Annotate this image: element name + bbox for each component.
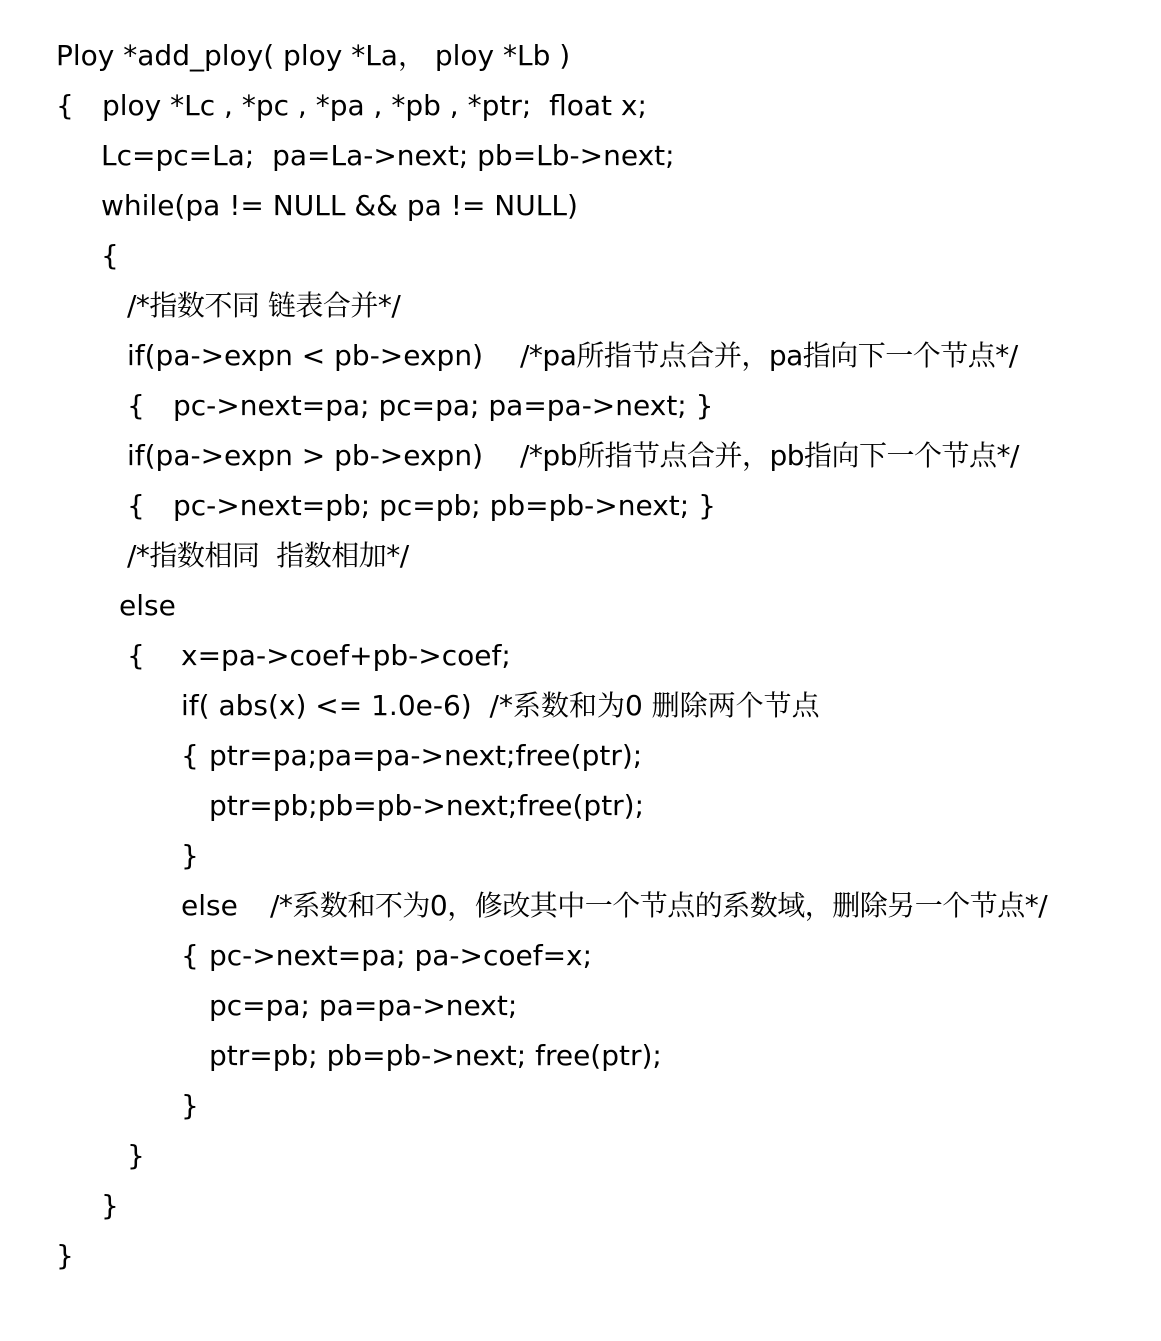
code-comment: /*指数相同 指数相加*/ bbox=[127, 539, 409, 572]
code-line bbox=[101, 189, 578, 223]
code-line bbox=[119, 589, 176, 623]
code-text: pc->next=pa; pc=pa; pa=pa->next; } bbox=[173, 389, 714, 422]
code-line bbox=[181, 739, 643, 773]
code-comment: /*pa所指节点合并，pa指向下一个节点*/ bbox=[520, 339, 1018, 372]
code-line bbox=[127, 289, 401, 323]
open-brace: { bbox=[181, 739, 199, 772]
code-text: ptr=pa;pa=pa->next;free(ptr); bbox=[209, 739, 643, 772]
open-brace: { bbox=[127, 489, 145, 522]
code-text: x=pa->coef+pb->coef; bbox=[181, 639, 511, 672]
code-text: ploy *Lc , *pc , *pa , *pb , *ptr; float x; bbox=[102, 89, 647, 122]
code-line bbox=[127, 389, 714, 423]
code-line bbox=[101, 1189, 137, 1223]
close-brace: } bbox=[127, 1139, 145, 1172]
code-line bbox=[127, 639, 511, 673]
open-brace: { bbox=[181, 939, 199, 972]
code-text: if(pa->expn < pb->expn) bbox=[127, 339, 484, 372]
code-line bbox=[56, 89, 647, 123]
code-text: if( abs(x) <= 1.0e-6) /*系数和为0 删除两个节点 bbox=[181, 689, 820, 722]
code-text: Lc=pc=La; pa=La->next; pb=Lb->next; bbox=[101, 139, 675, 172]
code-text: Ploy *add_ploy( ploy *La， ploy *Lb ) bbox=[56, 39, 571, 72]
code-line bbox=[127, 1139, 163, 1173]
close-brace: } bbox=[101, 1189, 119, 1222]
code-text: ptr=pb;pb=pb->next;free(ptr); bbox=[209, 789, 645, 822]
code-line bbox=[101, 239, 137, 273]
code-text: else bbox=[119, 589, 176, 622]
code-text: ptr=pb; pb=pb->next; free(ptr); bbox=[209, 1039, 662, 1072]
code-text: else bbox=[181, 889, 238, 922]
close-brace: } bbox=[181, 839, 199, 872]
open-brace: { bbox=[56, 89, 74, 122]
code-line bbox=[127, 439, 1019, 473]
code-line bbox=[181, 939, 593, 973]
code-line bbox=[181, 839, 217, 873]
code-line bbox=[127, 539, 409, 573]
code-line bbox=[127, 339, 1018, 373]
code-text: pc->next=pb; pc=pb; pb=pb->next; } bbox=[173, 489, 716, 522]
open-brace: { bbox=[127, 639, 145, 672]
code-line bbox=[56, 39, 571, 73]
code-line bbox=[209, 789, 645, 823]
code-text: pc->next=pa; pa->coef=x; bbox=[209, 939, 593, 972]
code-line bbox=[181, 889, 1048, 923]
code-text: if(pa->expn > pb->expn) bbox=[127, 439, 484, 472]
code-line bbox=[209, 989, 518, 1023]
code-comment: /*指数不同 链表合并*/ bbox=[127, 289, 401, 322]
code-comment: /*pb所指节点合并，pb指向下一个节点*/ bbox=[520, 439, 1019, 472]
code-text: pc=pa; pa=pa->next; bbox=[209, 989, 518, 1022]
code-line bbox=[181, 1089, 217, 1123]
code-line bbox=[101, 139, 675, 173]
code-comment: /*系数和不为0，修改其中一个节点的系数域，删除另一个节点*/ bbox=[270, 889, 1048, 922]
code-line bbox=[127, 489, 716, 523]
close-brace: } bbox=[181, 1089, 199, 1122]
code-line bbox=[209, 1039, 662, 1073]
code-line bbox=[181, 689, 820, 723]
code-line bbox=[56, 1239, 92, 1273]
code-text: while(pa != NULL && pa != NULL) bbox=[101, 189, 578, 222]
close-brace: } bbox=[56, 1239, 74, 1272]
open-brace: { bbox=[127, 389, 145, 422]
code-text: { bbox=[101, 239, 119, 272]
